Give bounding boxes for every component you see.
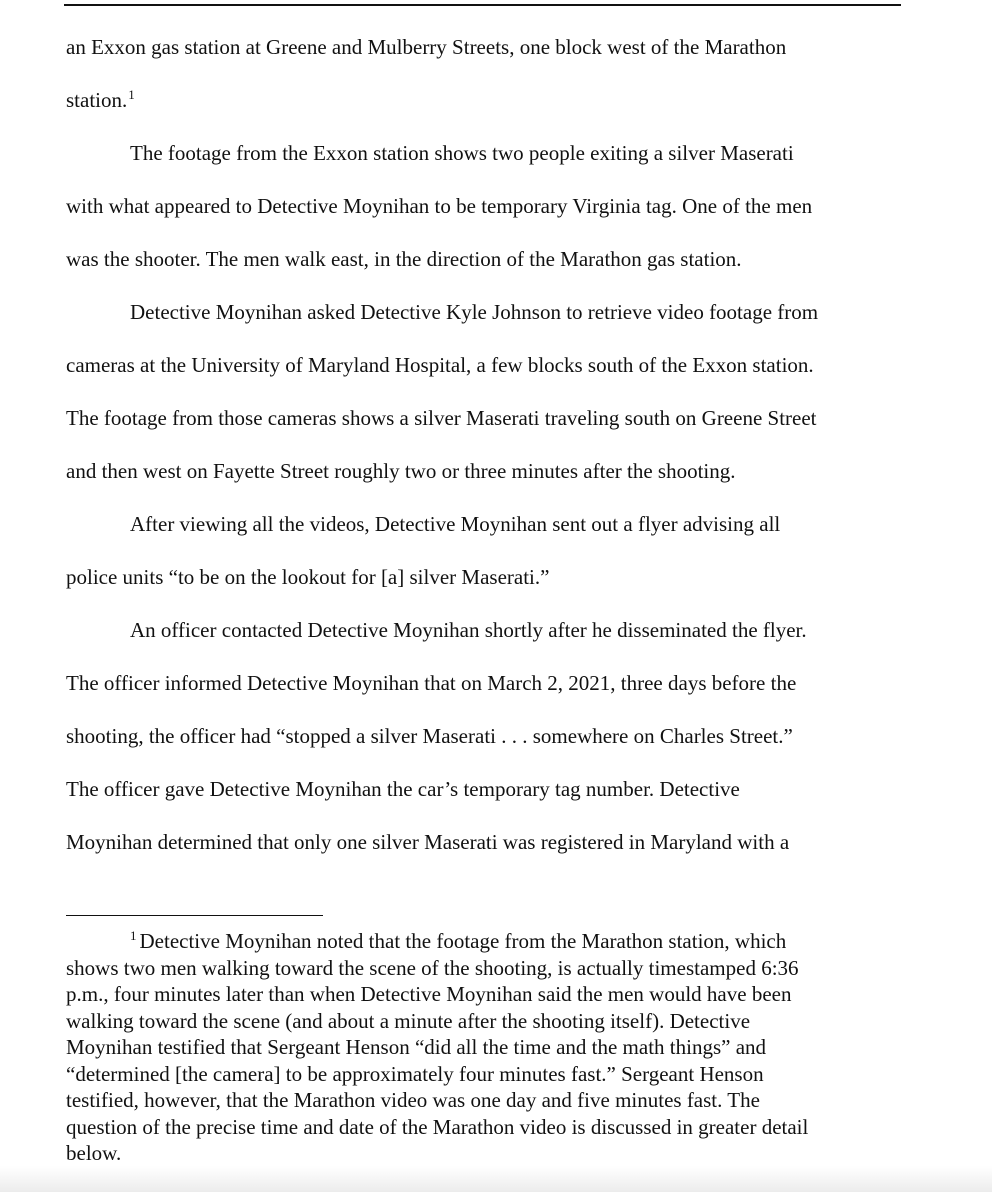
body-line: police units “to be on the lookout for [a] silver Maserati.” [66, 565, 550, 589]
body-line: shooting, the officer had “stopped a silver Maserati . . . somewhere on Charles Street.” [66, 724, 793, 748]
footnote-line-text: Detective Moynihan noted that the footage from the Marathon station, which [139, 929, 787, 953]
footnote-separator [66, 915, 323, 916]
paragraph-first-line: Detective Moynihan asked Detective Kyle Johnson to retrieve video footage from [130, 300, 819, 324]
body-line: was the shooter. The men walk east, in the direction of the Marathon gas station. [66, 247, 742, 271]
footnote-line: question of the precise time and date of the Marathon video is discussed in greater detail [66, 1114, 809, 1139]
body-line: cameras at the University of Maryland Hospital, a few blocks south of the Exxon station. [66, 353, 814, 377]
footnote-line: Moynihan testified that Sergeant Henson “did all the time and the math things” and [66, 1035, 767, 1059]
footnote-reference: 1 [128, 87, 135, 102]
footnote [66, 928, 902, 1167]
footnote-marker: 1 [130, 928, 137, 943]
body-line-text: station. [66, 88, 128, 112]
body-line: The officer informed Detective Moynihan that on March 2, 2021, three days before the [66, 671, 797, 695]
footnote-line: shows two men walking toward the scene of the shooting, is actually timestamped 6:36 [66, 955, 799, 980]
paragraph-first-line: After viewing all the videos, Detective Moynihan sent out a flyer advising all [130, 512, 781, 536]
paragraph-first-line: An officer contacted Detective Moynihan shortly after he disseminated the flyer. [130, 618, 807, 642]
body-line: The officer gave Detective Moynihan the car’s temporary tag number. Detective [66, 777, 740, 801]
body-line: with what appeared to Detective Moynihan to be temporary Virginia tag. One of the men [66, 194, 813, 218]
footnote-line: “determined [the camera] to be approximately four minutes fast.” Sergeant Henson [66, 1061, 764, 1086]
footnote-line: walking toward the scene (and about a minute after the shooting itself). Detective [66, 1008, 751, 1033]
footnote-line: p.m., four minutes later than when Detective Moynihan said the men would have been [66, 982, 792, 1006]
body-line [66, 74, 902, 127]
body-text [66, 21, 902, 869]
footnote-line [66, 928, 902, 955]
body-line: and then west on Fayette Street roughly two or three minutes after the shooting. [66, 459, 736, 483]
footnote-line: testified, however, that the Marathon video was one day and five minutes fast. The [66, 1088, 760, 1112]
paragraph-first-line: The footage from the Exxon station shows two people exiting a silver Maserati [130, 141, 794, 165]
body-line: Moynihan determined that only one silver Maserati was registered in Maryland with a [66, 830, 790, 854]
page-bottom-shadow [0, 1166, 992, 1192]
footnote-line: below. [66, 1141, 122, 1165]
body-line: an Exxon gas station at Greene and Mulberry Streets, one block west of the Marathon [66, 35, 787, 59]
page-top-rule [64, 4, 901, 6]
body-line: The footage from those cameras shows a silver Maserati traveling south on Greene Street [66, 406, 817, 430]
